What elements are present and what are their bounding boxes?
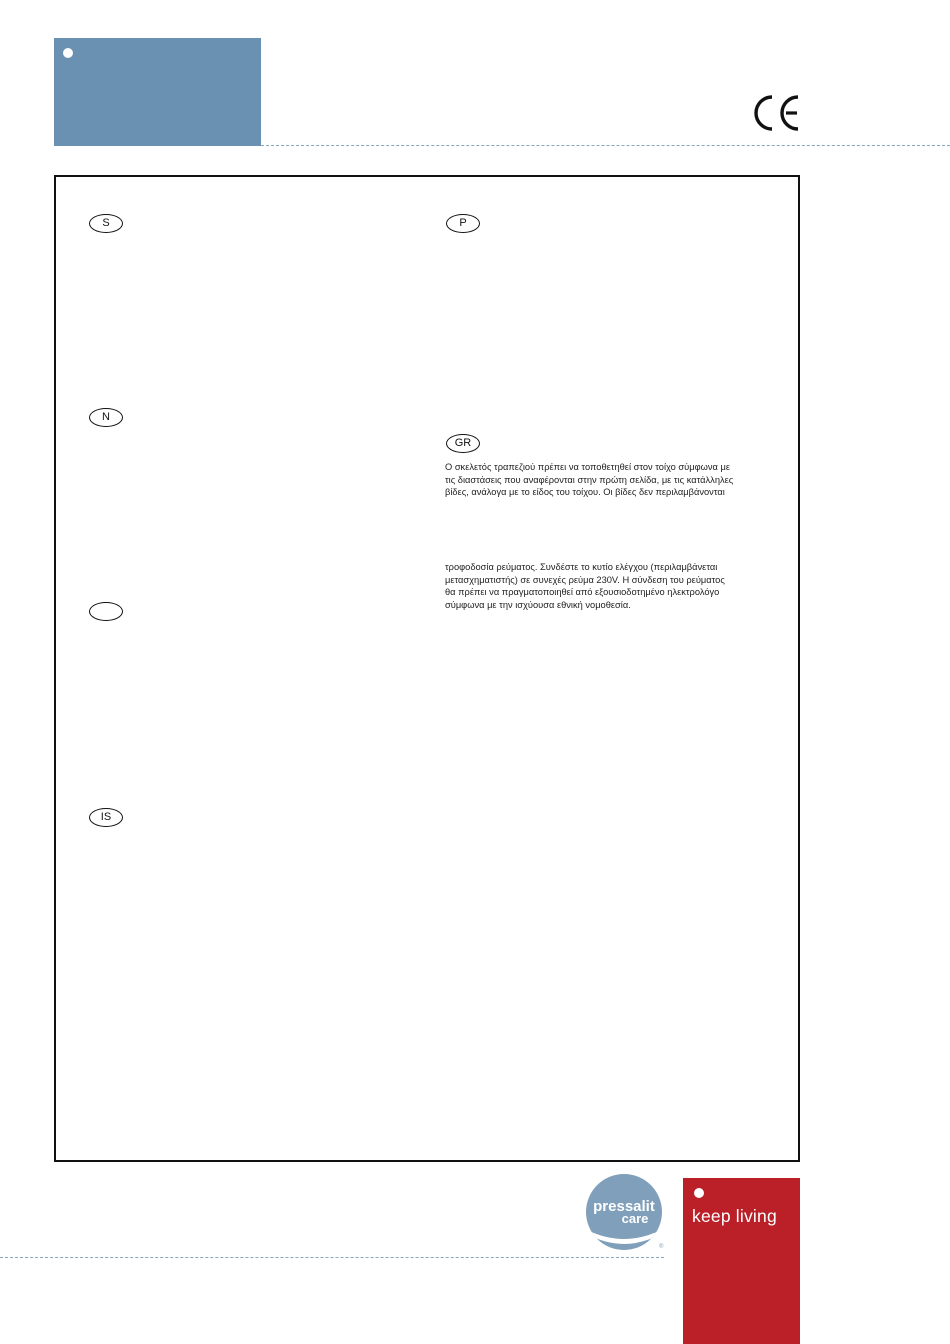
language-badge-n: N [89, 408, 123, 427]
gr-paragraph-1-line: βίδες, ανάλογα με το είδος του τοίχου. Οι βίδες δεν περιλαμβάνονται [445, 487, 725, 498]
language-badge-p: P [446, 214, 480, 233]
language-badge-is: IS [89, 808, 123, 827]
gr-paragraph-2-line: σύμφωνα με την ισχύουσα εθνική νομοθεσία. [445, 599, 631, 610]
header-bullet-dot [63, 48, 73, 58]
gr-paragraph-2-line: θα πρέπει να πραγματοποιηθεί από εξουσιοδοτημένο ηλεκτρολόγο [445, 587, 720, 598]
brand-tagline: keep living [692, 1206, 777, 1226]
gr-paragraph-1 [445, 461, 733, 499]
language-badge-blank [89, 602, 123, 621]
language-badge-s: S [89, 214, 123, 233]
ce-mark-icon [752, 93, 802, 133]
instructions-frame [54, 175, 800, 1162]
language-badge-gr: GR [446, 434, 480, 453]
gr-paragraph-2-line: τροφοδοσία ρεύματος. Συνδέστε το κυτίο ελέγχου (περιλαμβάνεται [445, 562, 718, 572]
gr-paragraph-2 [445, 561, 725, 611]
footer-brand-block [683, 1178, 800, 1344]
pressalit-care-logo [585, 1173, 667, 1255]
footer-bullet-dot [694, 1188, 704, 1198]
header-color-block [54, 38, 261, 146]
logo-wordmark-line-1: pressalit [593, 1198, 655, 1215]
logo-wordmark-line-2: care [621, 1211, 649, 1226]
footer-dashed-divider [0, 1257, 664, 1258]
header-dashed-divider [261, 145, 950, 146]
gr-paragraph-1-line: Ο σκελετός τραπεζιού πρέπει να τοποθετηθεί στον τοίχο σύμφωνα με [445, 462, 731, 472]
registered-mark: ® [659, 1244, 664, 1250]
gr-paragraph-1-line: τις διαστάσεις που αναφέρονται στην πρώτη σελίδα, με τις κατάλληλες [445, 474, 734, 485]
gr-paragraph-2-line: μετασχηματιστής) σε συνεχές ρεύμα 230V. Η σύνδεση του ρεύματος [445, 574, 725, 585]
